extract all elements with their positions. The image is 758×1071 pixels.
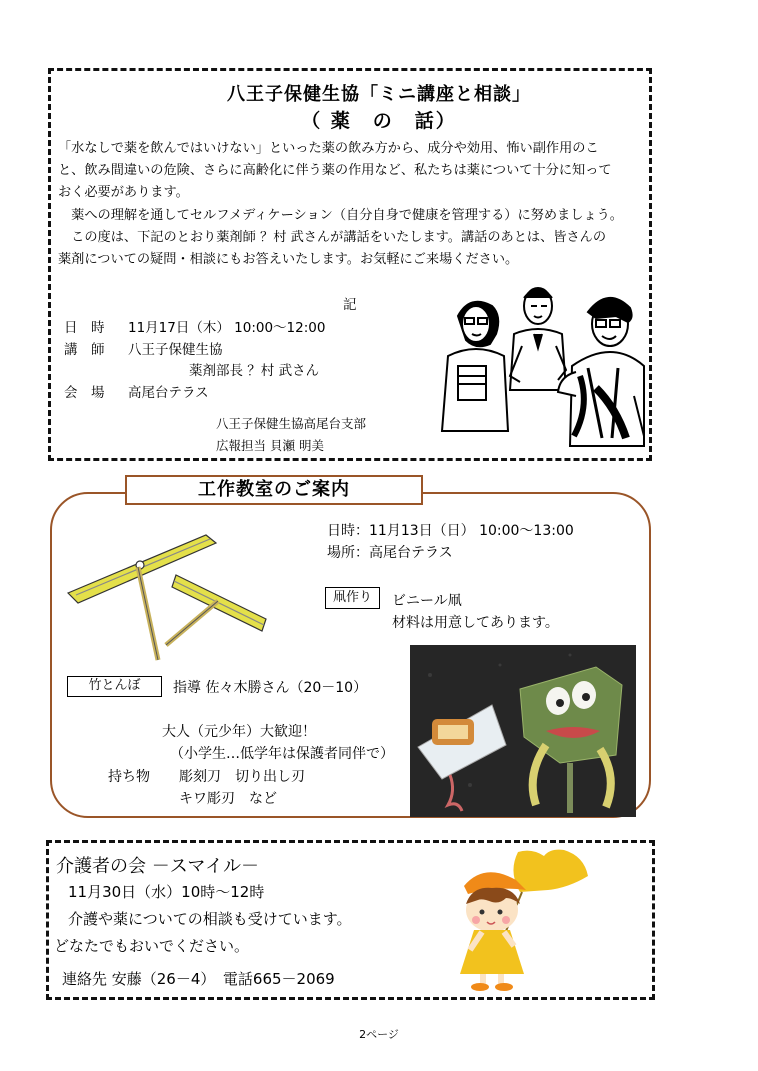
kite-label: 凧作り bbox=[325, 587, 380, 609]
venue-label: 会 場 bbox=[64, 385, 105, 401]
caregiver-contact: 連絡先 安藤（26－4） 電話665－2069 bbox=[62, 970, 335, 988]
caregiver-date: 11月30日（水）10時～12時 bbox=[68, 883, 265, 901]
intro-line: 「水なしで薬を飲んではいけない」といった薬の飲み方から、成分や効用、怖い副作用のこ bbox=[58, 141, 599, 156]
venue-value: 高尾台テラス bbox=[128, 385, 209, 401]
caregiver-description-2: どなたでもおいでください。 bbox=[54, 937, 250, 955]
pr-contact: 広報担当 貝瀬 明美 bbox=[216, 438, 324, 453]
branch-name: 八王子保健生協高尾台支部 bbox=[216, 416, 367, 431]
kite-material: 材料は用意してあります。 bbox=[392, 615, 559, 631]
lecturer-org: 八王子保健生協 bbox=[128, 342, 223, 358]
datetime-value: 11月17日（木） 10:00～12:00 bbox=[128, 320, 326, 336]
kite-photo bbox=[410, 645, 636, 817]
welcome-text: 大人（元少年）大歓迎！ bbox=[162, 724, 316, 740]
children-note: （小学生…低学年は保護者同伴で） bbox=[170, 746, 394, 762]
intro-line: おく必要があります。 bbox=[58, 185, 189, 200]
lecturer-name: 薬剤部長 ？村 武さん bbox=[189, 363, 320, 379]
bamboo-dragonfly-illustration bbox=[66, 515, 276, 665]
intro-line: 薬への理解を通してセルフメディケーション（自分自身で健康を管理する）に努めましょう。 bbox=[58, 208, 623, 223]
intro-line: この度は、下記のとおり薬剤師 ？村 武さんが講話をいたします。講話のあとは、皆さんの bbox=[58, 230, 607, 245]
caregiver-description-1: 介護や薬についての相談も受けています。 bbox=[68, 910, 352, 928]
people-discussing-illustration bbox=[438, 276, 648, 451]
bring-item-2: キワ彫刃 など bbox=[179, 791, 277, 807]
caregiver-title: 介護者の会 －スマイル－ bbox=[56, 856, 260, 877]
bamboo-guide: 指導 佐々木勝さん（20－10） bbox=[173, 680, 368, 696]
intro-line: と、飲み間違いの危険、さらに高齢化に伴う薬の作用など、私たちは薬について十分に知って bbox=[58, 163, 612, 178]
medicine-talk-title: 八王子保健生協「ミニ講座と相談」 bbox=[227, 84, 531, 105]
bring-item-1: 彫刻刀 切り出し刃 bbox=[179, 769, 305, 785]
bring-label: 持ち物 bbox=[108, 769, 150, 785]
workshop-title: 工作教室のご案内 bbox=[125, 475, 423, 505]
bamboo-dragonfly-label: 竹とんぼ bbox=[67, 676, 162, 697]
page-number: 2ページ bbox=[359, 1028, 399, 1041]
workshop-place: 場所：高尾台テラス bbox=[327, 545, 453, 561]
girl-with-ginkgo-leaf-illustration bbox=[452, 842, 592, 992]
lecturer-label: 講 師 bbox=[64, 342, 105, 358]
datetime-label: 日 時 bbox=[64, 320, 105, 336]
medicine-talk-subtitle: （ 薬 の 話） bbox=[301, 110, 457, 132]
ki-heading: 記 bbox=[343, 297, 357, 313]
workshop-datetime: 日時：11月13日（日） 10:00～13:00 bbox=[327, 523, 574, 539]
intro-line: 薬剤についての疑問・相談にもお答えいたします。お気軽にご来場ください。 bbox=[58, 252, 519, 267]
kite-description: ビニール凧 bbox=[392, 593, 462, 609]
